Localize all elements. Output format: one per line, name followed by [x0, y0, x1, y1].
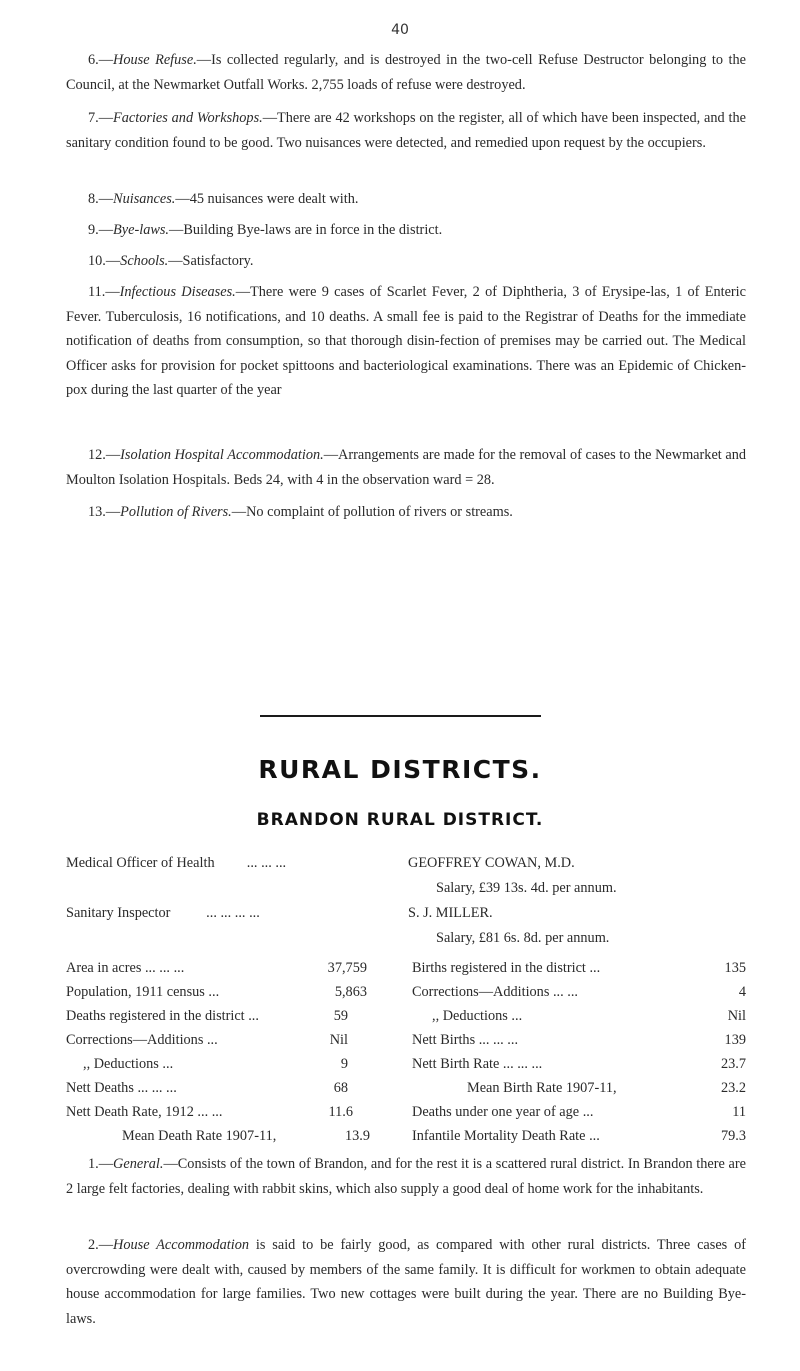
stat-left-label: Mean Death Rate 1907-11, — [122, 1128, 277, 1144]
section-isolation-hospital: 12.—Isolation Hospital Accommodation.—Arrangements are made for the removal of cases to the Newmarket and Moulton Isolation Hospitals. Beds 24, with 4 in the observation ward = 28. — [66, 447, 747, 488]
section-house-refuse: 6.—House Refuse.—Is collected regularly, and is destroyed in the two-cell Refuse Destructor belonging to the Council, at the Newmarket Outfall Works. 2,755 loads of refuse were destroyed. — [66, 52, 746, 93]
section-nuisances: 8.—Nuisances.—45 nuisances were dealt with. — [88, 191, 359, 207]
stat-left-label: ,, Deductions ... — [83, 1056, 174, 1072]
stat-right-label: ,, Deductions ... — [432, 1008, 523, 1024]
stat-left-value: 5,863 — [334, 984, 367, 1000]
stat-right-value: 79.3 — [720, 1128, 746, 1144]
stat-left-label: Deaths registered in the district ... — [66, 1008, 259, 1024]
stat-right-label: Nett Birth Rate ... ... ... — [412, 1056, 543, 1072]
stat-left-value: 68 — [333, 1080, 348, 1096]
stat-left-value: 11.6 — [328, 1104, 353, 1120]
stat-right-label: Births registered in the district ... — [412, 960, 601, 976]
stat-right-value: 135 — [724, 960, 746, 976]
heading-rural-districts: RURAL DISTRICTS. — [258, 755, 542, 784]
stat-right-value: 11 — [732, 1104, 746, 1120]
si-name: S. J. MILLER. — [408, 905, 493, 921]
moh-label: Medical Officer of Health ... ... ... — [66, 855, 287, 871]
si-salary: Salary, £81 6s. 8d. per annum. — [436, 930, 610, 946]
moh-name: GEOFFREY COWAN, M.D. — [408, 855, 575, 871]
stat-right-value: 23.2 — [720, 1080, 746, 1096]
stat-left-label: Population, 1911 census ... — [66, 984, 220, 1000]
stat-right-label: Nett Births ... ... ... — [412, 1032, 519, 1048]
stat-left-label: Nett Deaths ... ... ... — [66, 1080, 177, 1096]
moh-salary: Salary, £39 13s. 4d. per annum. — [436, 880, 617, 896]
heading-brandon-rural-district: BRANDON RURAL DISTRICT. — [256, 810, 544, 830]
stat-left-label: Nett Death Rate, 1912 ... ... — [66, 1104, 223, 1120]
stat-left-value: 37,759 — [327, 960, 367, 976]
stat-left-label: Area in acres ... ... ... — [66, 960, 185, 976]
stat-right-value: 4 — [738, 984, 746, 1000]
page-number: 40 — [391, 22, 409, 38]
stat-right-value: 139 — [724, 1032, 746, 1048]
section-general: 1.—General.—Consists of the town of Brandon, and for the rest it is a scattered rural district. In Brandon there are 2 large felt factories, dealing with rabbit skins, which also supply a good deal of home work for the inhabitants. — [66, 1156, 746, 1197]
section-house-accommodation: 2.—House Accommodation is said to be fairly good, as compared with other rural districts. Three cases of overcrowding were dealt with, caused by members of the same family. It is difficult for workmen to obtain adequate house accommodation for large families. Two new cottages were built during the year. There are no Building Bye-laws. — [66, 1237, 746, 1327]
stat-right-value: 23.7 — [720, 1056, 746, 1072]
stat-right-label: Deaths under one year of age ... — [412, 1104, 594, 1120]
stat-left-value: Nil — [329, 1032, 348, 1048]
section-schools: 10.—Schools.—Satisfactory. — [88, 253, 254, 269]
stat-right-value: Nil — [727, 1008, 746, 1024]
stat-right-label: Infantile Mortality Death Rate ... — [412, 1128, 600, 1144]
section-bye-laws: 9.—Bye-laws.—Building Bye-laws are in force in the district. — [88, 222, 443, 238]
stat-left-value: 13.9 — [344, 1128, 370, 1144]
section-infectious-diseases: 11.—Infectious Diseases.—There were 9 cases of Scarlet Fever, 2 of Diphtheria, 3 of Erysipe-las, 1 of Enteric Fever. Tuberculosis, 16 notifications, and 10 deaths. A small fee is paid to the Registrar of Deaths for the immediate notification of deaths from consumption, so that thorough disin-fection of premises may be carried out. The Medical Officer asks for provision for pocket spittoons and bacteriological examinations. There was an Epidemic of Chicken-pox during the last quarter of the year — [66, 284, 747, 398]
stat-right-label: Corrections—Additions ... ... — [412, 984, 578, 1000]
section-divider — [260, 715, 541, 717]
stat-left-label: Corrections—Additions ... — [66, 1032, 218, 1048]
si-label: Sanitary Inspector ... ... ... ... — [66, 905, 260, 921]
section-pollution-rivers: 13.—Pollution of Rivers.—No complaint of pollution of rivers or streams. — [88, 504, 513, 520]
stat-left-value: 9 — [340, 1056, 348, 1072]
stat-left-value: 59 — [333, 1008, 348, 1024]
stat-right-label: Mean Birth Rate 1907-11, — [467, 1080, 617, 1096]
section-factories-workshops: 7.—Factories and Workshops.—There are 42 workshops on the register, all of which have been inspected, and the sanitary condition found to be good. Two nuisances were detected, and remedied upon request by the occupiers. — [66, 110, 746, 151]
